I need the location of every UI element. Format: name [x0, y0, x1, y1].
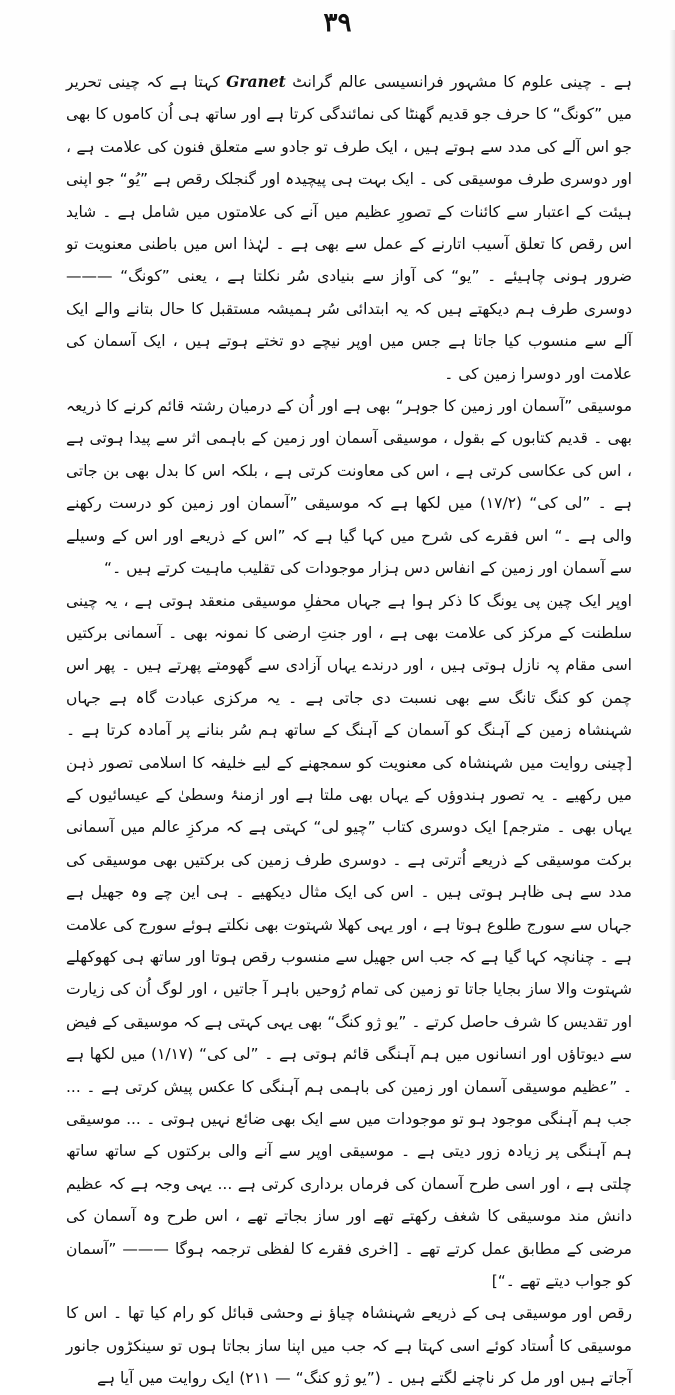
page-edge-shadow — [669, 30, 675, 1080]
body-text — [66, 66, 632, 1395]
paragraph-3: اوپر ایک چین پی یونگ کا ذکر ہوا ہے جہاں محفلِ موسیقی منعقد ہوتی ہے ، یہ چینی سلطنت کے مرکز کی علامت بھی ہے ، اور جنتِ ارضی کا نمونہ بھی ۔ آسمانی برکتیں اسی مقام پہ نازل ہوتی ہیں ، اور درندے یہاں آزادی سے گھومتے پھرتے ہیں ۔ پھر اس چمن کو کنگ تانگ سے بھی نسبت دی جاتی ہے ۔ یہ مرکزی عبادت گاہ ہے جہاں شہنشاہ زمین کے آہنگ کو آسمان کے آہنگ کے ساتھ ہم سُر بنانے پر آمادہ کرتا ہے ۔ [چینی روایت میں شہنشاہ کی معنویت کو سمجھنے کے لیے خلیفہ کا اسلامی تصور ذہن میں رکھیے ۔ یہ تصور ہندوؤں کے یہاں بھی ملتا ہے اور ازمنۂ وسطیٰ کے عیسائیوں کے یہاں بھی ۔ مترجم] ایک دوسری کتاب ”چیو لی“ کہتی ہے کہ مرکزِ عالم میں آسمانی برکت موسیقی کے ذریعے اُترتی ہے ۔ دوسری طرف زمین کی برکتیں بھی موسیقی کی مدد سے ہی ظاہر ہوتی ہیں ۔ اس کی ایک مثال دیکھیے ۔ ہی این چے وہ جھیل ہے جہاں سے سورج طلوع ہوتا ہے ، اور یہی کھلا شہتوت بھی نکلتے ہوئے سورج کی علامت ہے ۔ چنانچہ کہا گیا ہے کہ جب اس جھیل سے منسوب رقص ہوتا اور ساتھ ہی کھوکھلے شہتوت والا ساز بجایا جاتا تو زمین کی تمام رُوحیں باہر آ جاتیں ، اور لوگ اُن کی زیارت اور تقدیس کا شرف حاصل کرتے ۔ ”یو ژو کنگ“ بھی یہی کہتی ہے کہ موسیقی کے فیض سے دیوتاؤں اور انسانوں میں ہم آہنگی قائم ہوتی ہے ۔ ”لی کی“ (۱/۱۷) میں لکھا ہے ۔ ”عظیم موسیقی آسمان اور زمین کی باہمی ہم آہنگی کا عکس پیش کرتی ہے ۔ ... جب ہم آہنگی موجود ہو تو موجودات میں سے ایک بھی ضائع نہیں ہوتی ۔ ... موسیقی ہم آہنگی پر زیادہ زور دیتی ہے ۔ موسیقی اوپر سے آنے والی برکتوں کے ساتھ ساتھ چلتی ہے ، اور اسی طرح آسمان کی فرماں برداری کرتی ہے ... یہی وجہ ہے کہ عظیم دانش مند موسیقی کا شغف رکھتے تھے اور ساز بجاتے تھے ، اس طرح وہ آسمان کی مرضی کے مطابق عمل کرتے تھے ۔ [اخری فقرے کا لفظی ترجمہ ہوگا ——— ”آسمان کو جواب دیتے تھے ۔“] — [66, 591, 633, 1291]
paragraph-1-text-b: کہتا ہے کہ چینی تحریر میں ”کونگ“ کا حرف جو قدیم گھنٹا کی نمائندگی کرتا ہے اور ساتھ ہی اُن کاموں کا بھی جو اس آلے کی مدد سے ہوتے ہیں ، ایک طرف تو جادو سے متعلق فنون کی علامت ہے ، اور دوسری طرف موسیقی کی ۔ ایک بہت ہی پیچیدہ اور گنجلک رقص ہے ”یُو“ جو اپنی ہیئت کے اعتبار سے کائنات کے تصورِ عظیم میں آنے کی علامتوں میں شامل ہے ۔ شاید اس رقص کا تعلق آسیب اتارنے کے عمل سے بھی ہے ۔ لہٰذا اس میں باطنی معنویت تو ضرور ہونی چاہیئے ۔ ”یو“ کی آواز سے بنیادی سُر نکلتا ہے ، یعنی ”کونگ“ ——— دوسری طرف ہم دیکھتے ہیں کہ یہ ابتدائی سُر ہمیشہ مستقبل کا حال بتانے والے ایک آلے سے منسوب کیا جاتا ہے جس میں اوپر نیچے دو تختے ہوتے ہیں ، ایک آسمان کی علامت اور دوسرا زمین کی ۔ — [66, 73, 632, 383]
paragraph-4: رقص اور موسیقی ہی کے ذریعے شہنشاہ چیاؤ نے وحشی قبائل کو رام کیا تھا ۔ اس کا موسیقی کا اُستاد کوئے اسی کہتا ہے کہ جب میں اپنا ساز بجاتا ہوں تو سینکڑوں جانور آجاتے ہیں اور مل کر ناچنے لگتے ہیں ۔ (”یو ژو کنگ“ — ۲۱۱) ایک روایت میں آیا ہے — [66, 1304, 632, 1388]
page-number: ۳۹ — [323, 8, 352, 38]
paragraph-2: موسیقی ”آسمان اور زمین کا جوہر“ بھی ہے اور اُن کے درمیان رشتہ قائم کرنے کا ذریعہ بھی ۔ قدیم کتابوں کے بقول ، موسیقی آسمان اور زمین کے باہمی اثر سے پیدا ہوتی ہے ، اس کی عکاسی کرتی ہے ، اس کی معاونت کرتی ہے ، بلکہ اس کا بدل بھی بن جاتی ہے ۔ ”لی کی“ (۱۷/۲) میں لکھا ہے کہ موسیقی ”آسمان اور زمین کو درست رکھنے والی ہے ۔“ اس فقرے کی شرح میں کہا گیا ہے کہ ”اس کے ذریعے اور اس کے وسیلے سے آسمان اور زمین کے انفاس دس ہزار موجودات کی تقلیب ماہیت کرتے ہیں ۔“ — [66, 397, 632, 578]
paragraph-1 — [66, 66, 632, 390]
paragraph-1-text-a: ہے ۔ چینی علوم کا مشہور فرانسیسی عالم گرانٹ — [285, 73, 632, 91]
latin-name-granet: Granet — [226, 72, 286, 91]
